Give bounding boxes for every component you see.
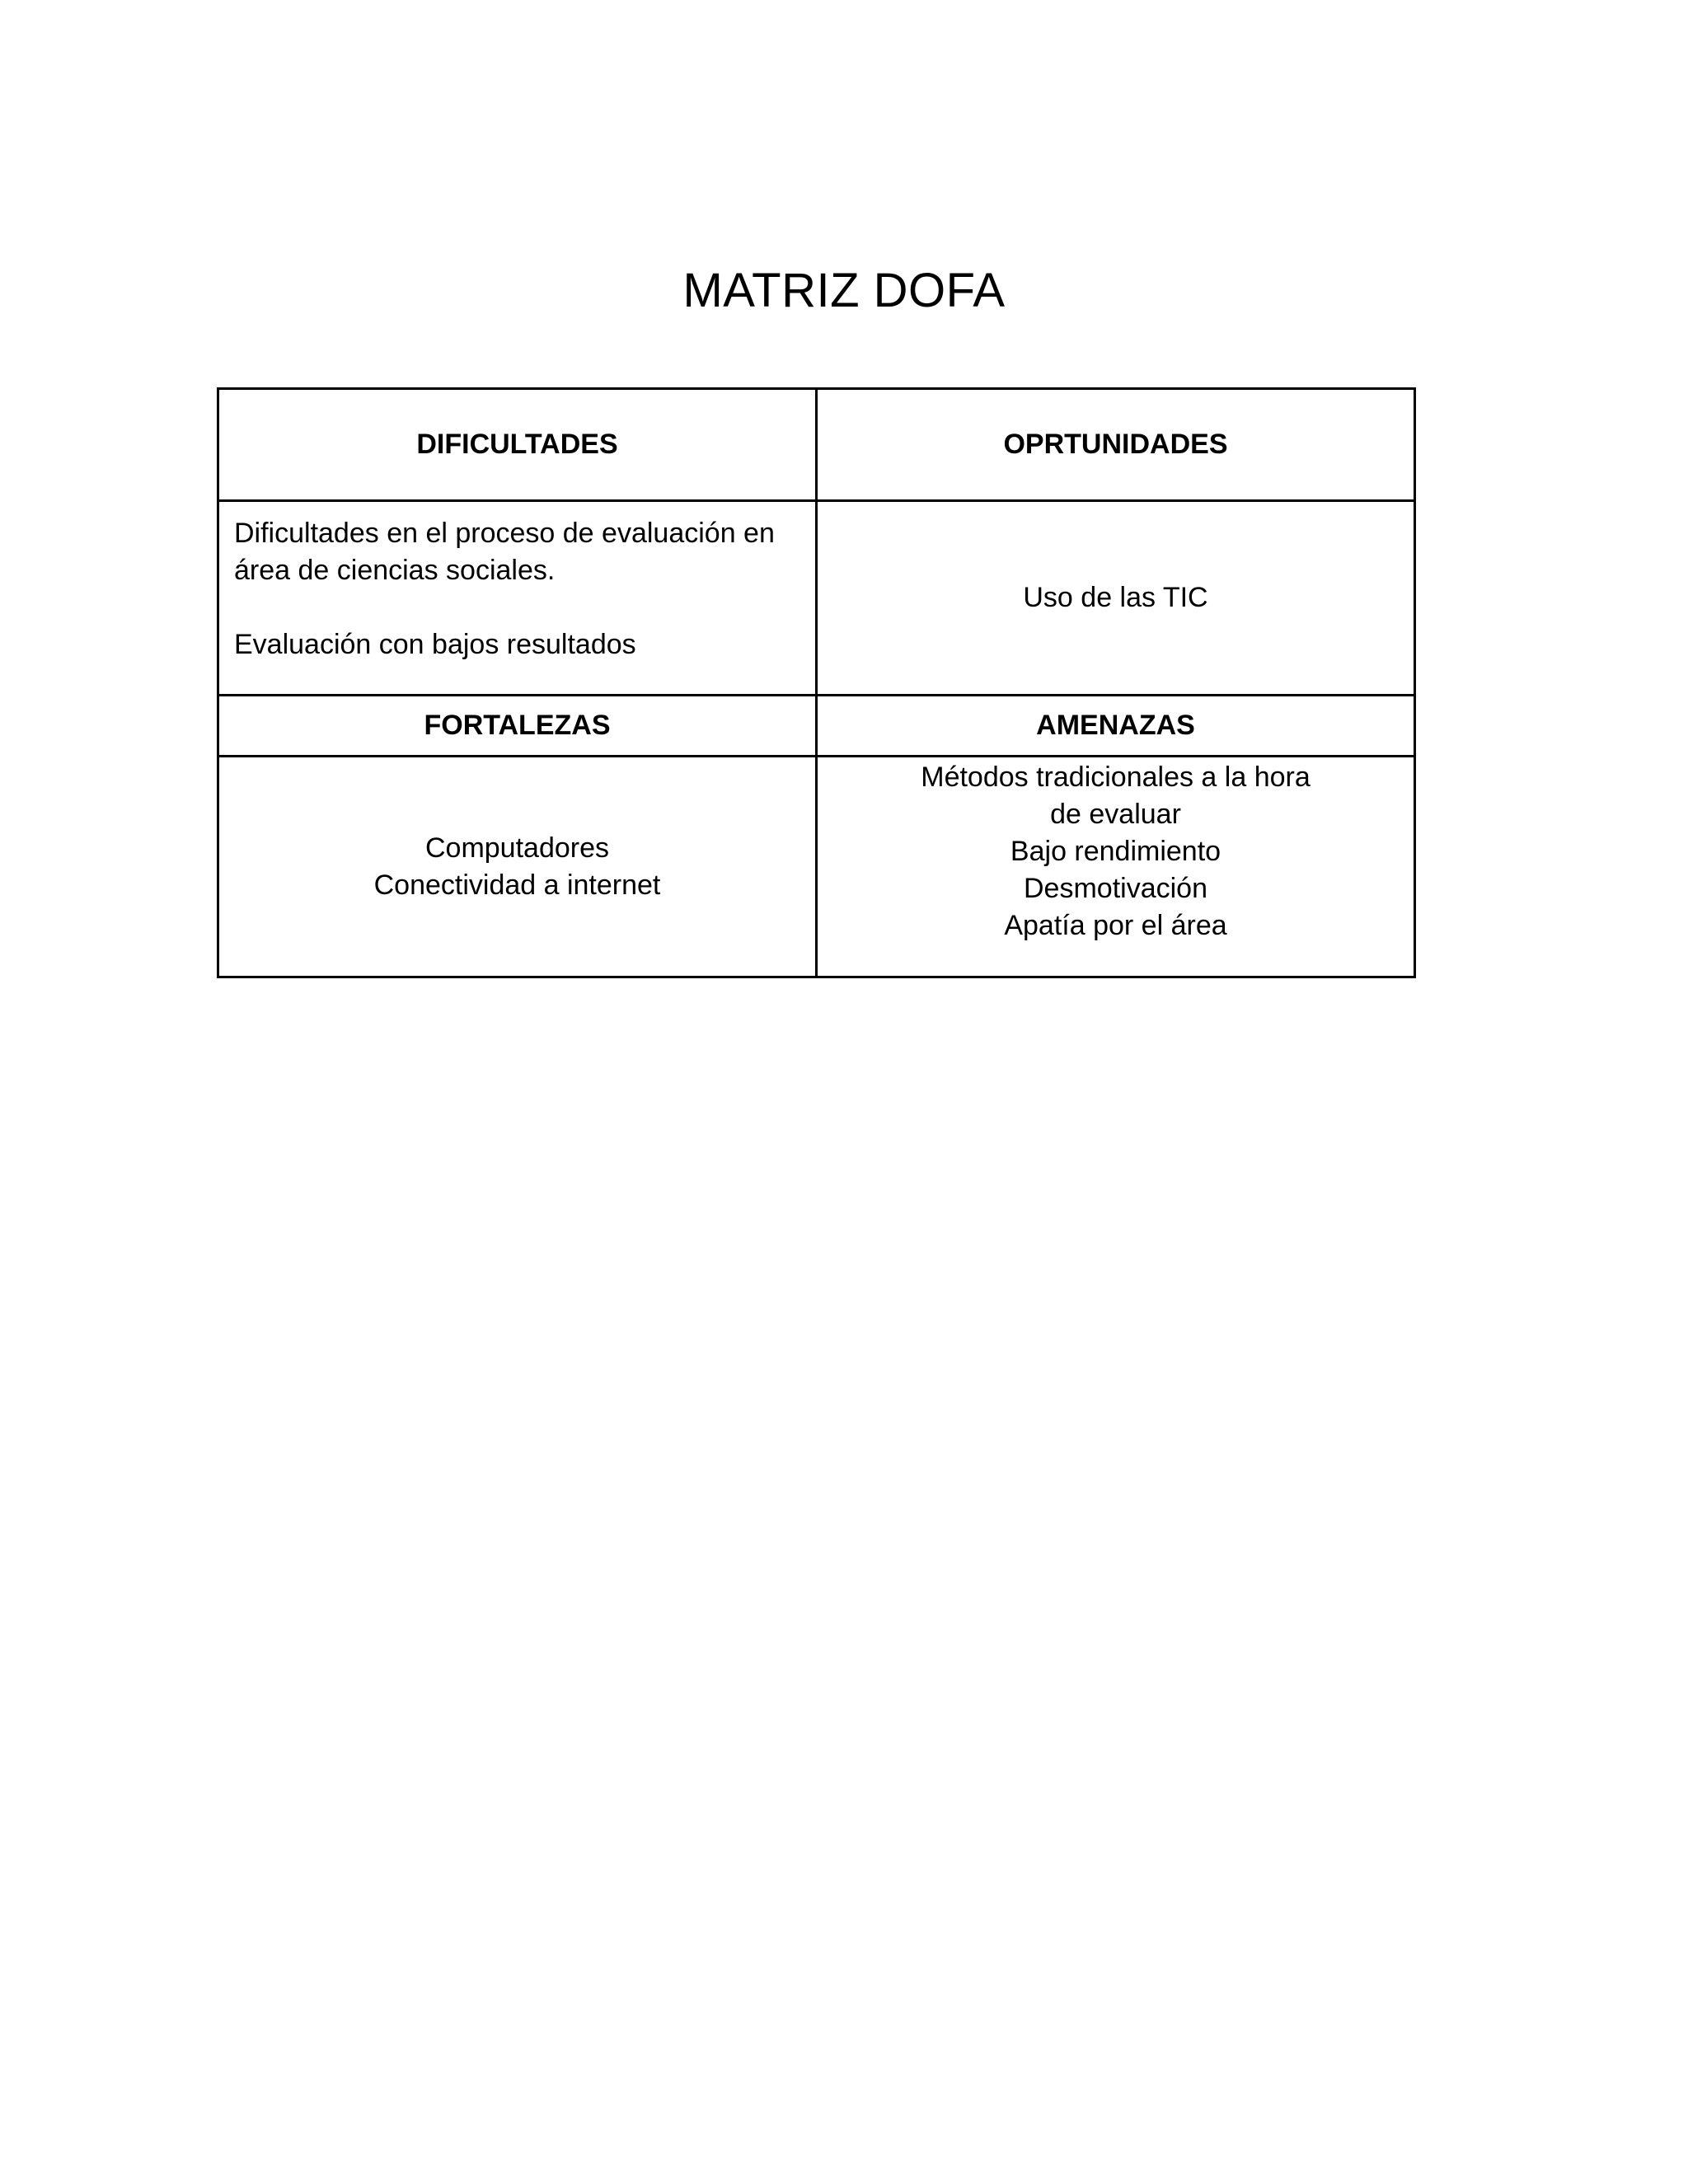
amenazas-item: Bajo rendimiento [1010, 836, 1221, 867]
amenazas-item: de evaluar [1050, 799, 1181, 830]
oportunidades-item: Uso de las TIC [1023, 582, 1208, 613]
dificultades-item: Dificultades en el proceso de evaluación en área de ciencias sociales. [234, 518, 775, 586]
table-content-row-bottom [218, 757, 1415, 977]
dificultades-item: Evaluación con bajos resultados [234, 629, 636, 660]
amenazas-item: Métodos tradicionales a la hora [921, 762, 1311, 793]
fortalezas-item: Conectividad a internet [373, 869, 661, 901]
page-title: MATRIZ DOFA [682, 264, 1006, 317]
header-amenazas: AMENAZAS [817, 696, 1415, 757]
table-content-row-top [218, 501, 1415, 696]
oportunidades-cell [817, 501, 1415, 696]
amenazas-cell [817, 757, 1415, 977]
table-header-row-top [218, 389, 1415, 501]
fortalezas-item: Computadores [424, 832, 609, 864]
dofa-matrix-table [217, 387, 1416, 978]
dificultades-cell [218, 501, 817, 696]
header-dificultades: DIFICULTADES [218, 389, 817, 501]
fortalezas-cell [218, 757, 817, 977]
header-oportunidades: OPRTUNIDADES [817, 389, 1415, 501]
header-fortalezas: FORTALEZAS [218, 696, 817, 757]
table-header-row-bottom [218, 696, 1415, 757]
amenazas-item: Apatía por el área [1004, 910, 1227, 941]
amenazas-item: Desmotivación [1024, 873, 1207, 904]
